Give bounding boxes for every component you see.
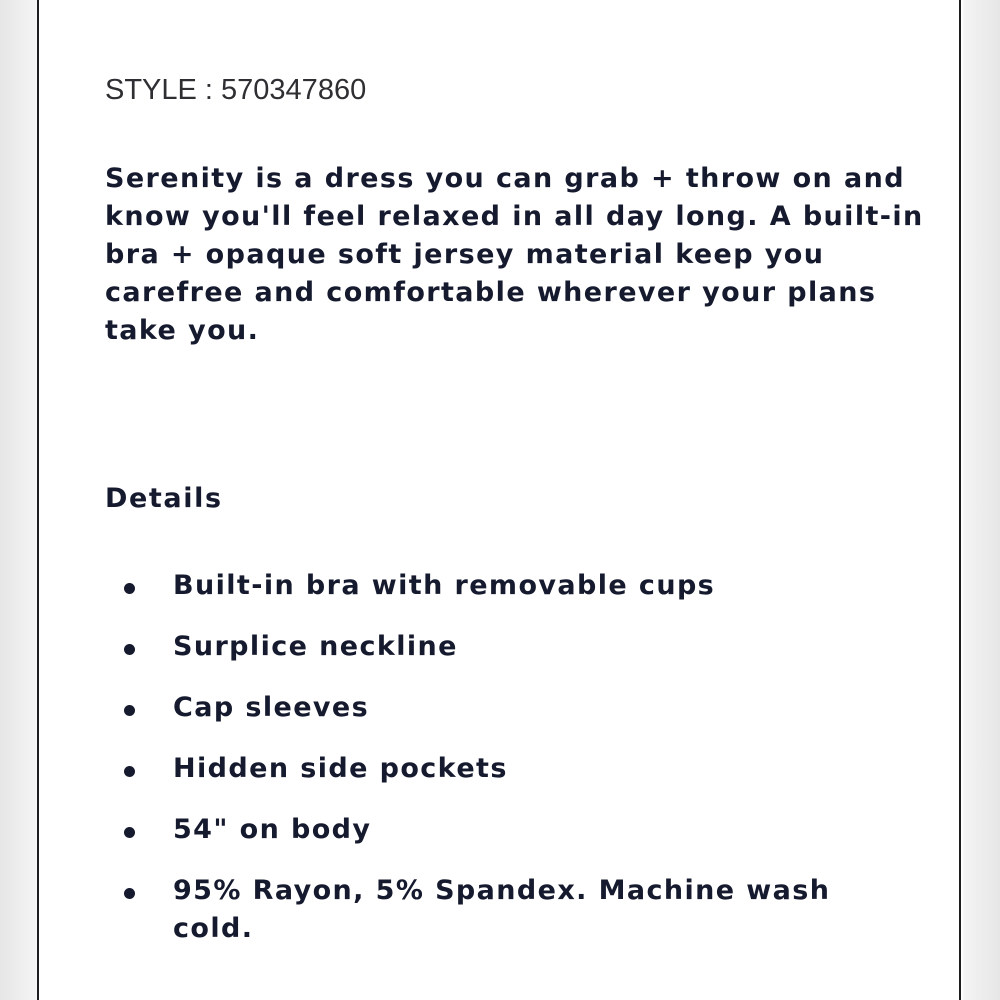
details-item <box>105 689 895 727</box>
details-item <box>105 811 895 849</box>
details-item <box>105 628 895 666</box>
details-item <box>105 750 895 788</box>
bullet-icon <box>124 644 135 655</box>
bullet-icon <box>124 888 135 899</box>
details-item <box>105 872 895 948</box>
bullet-icon <box>124 766 135 777</box>
details-list <box>105 567 895 971</box>
details-item <box>105 567 895 605</box>
product-description: Serenity is a dress you can grab + throw on and know you'll feel relaxed in all day long. A built-in bra + opaque soft jersey material keep you carefree and comfortable wherever your plans take you. <box>105 163 924 346</box>
details-heading: Details <box>105 483 223 514</box>
details-item-text: Surplice neckline <box>173 631 458 662</box>
style-number: STYLE : 570347860 <box>105 74 367 106</box>
details-item-text: 54" on body <box>173 814 372 845</box>
details-item-text: Cap sleeves <box>173 692 370 723</box>
bullet-icon <box>124 705 135 716</box>
bullet-icon <box>124 583 135 594</box>
product-details-panel <box>37 0 961 1000</box>
bullet-icon <box>124 827 135 838</box>
details-item-text: Built-in bra with removable cups <box>173 570 716 601</box>
section-heading <box>105 0 461 6</box>
details-item-text: 95% Rayon, 5% Spandex. Machine wash cold. <box>173 875 831 944</box>
details-item-text: Hidden side pockets <box>173 753 508 784</box>
